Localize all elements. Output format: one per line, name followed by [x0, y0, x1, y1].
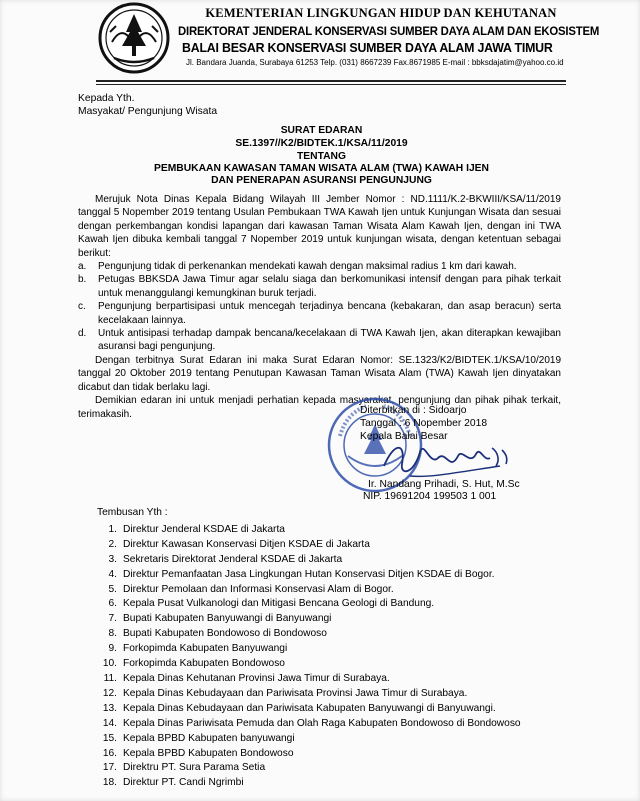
cc-item — [97, 747, 521, 762]
list-item-key: c. — [78, 301, 86, 313]
cc-item-number: 2. — [108, 538, 117, 550]
cc-item-number: 13. — [102, 702, 117, 714]
list-item-text: Pengunjung tidak di perkenankan mendekati kawah dengan maksimal radius 1 km dari kawah. — [98, 261, 517, 273]
cc-item — [97, 657, 521, 672]
closing-paragraph: Demikian edaran ini untuk menjadi perhatian kepada masyarakat, pengunjung dan pihak pihak terkait, terimakasih. — [78, 395, 561, 420]
cc-item — [97, 717, 521, 732]
cc-item — [97, 642, 521, 657]
cc-item — [97, 687, 521, 702]
document-number: SE.1397//K2/BIDTEK.1/KSA/11/2019 — [235, 138, 408, 149]
cc-item-text: Forkopimda Kabupaten Banyuwangi — [123, 643, 288, 655]
cc-item-number: 11. — [103, 672, 117, 684]
letterhead — [178, 6, 600, 67]
list-item-text: Pengunjung berpartisipasi untuk mencegah terjadinya bencana (kebakaran, dan asap beracun) serta kecelakaan lainnya. — [98, 301, 561, 326]
list-item — [78, 260, 561, 273]
document-title-line-2: DAN PENERAPAN ASURANSI PENGUNJUNG — [211, 175, 432, 186]
cc-item-text: Bupati Kabupaten Bondowoso di Bondowoso — [123, 628, 327, 640]
cc-label: Tembusan Yth : — [97, 507, 168, 518]
list-item-key: b. — [78, 274, 87, 286]
cc-item-number: 18. — [102, 777, 117, 789]
cc-item-text: Sekretaris Direktorat Jenderal KSDAE di Jakarta — [123, 553, 343, 565]
cc-item-number: 15. — [102, 732, 117, 744]
cc-item-number: 1. — [108, 523, 117, 535]
cc-item — [97, 761, 521, 776]
list-item-key: d. — [78, 328, 87, 340]
cc-item — [97, 553, 521, 568]
signatory-name: Ir. Nandang Prihadi, S. Hut, M.Sc — [368, 479, 520, 490]
cc-item-number: 3. — [108, 553, 117, 565]
ministry-name: KEMENTERIAN LINGKUNGAN HIDUP DAN KEHUTANAN — [205, 6, 557, 20]
cc-item-number: 5. — [108, 583, 117, 595]
kemenhut-logo-icon — [98, 2, 170, 74]
cc-item-text: Kepala Dinas Kebudayaan dan Pariwisata Kabupaten Banyuwangi di Banyuwangi. — [123, 702, 496, 714]
issued-date: Tanggal : 6 Nopember 2018 — [360, 418, 488, 429]
list-item — [78, 273, 561, 300]
cc-item-number: 6. — [108, 598, 117, 610]
cc-section — [97, 506, 521, 791]
signatory-nip: NIP. 19691204 199503 1 001 — [363, 491, 497, 502]
provisions-list — [78, 260, 561, 354]
cc-item-text: Kepala BPBD Kabupaten banyuwangi — [123, 732, 295, 744]
cc-item — [97, 538, 521, 553]
office-name: BALAI BESAR KONSERVASI SUMBER DAYA ALAM JAWA TIMUR — [182, 40, 553, 55]
cc-item — [97, 732, 521, 747]
cc-item-text: Direktur Kawasan Konservasi Ditjen KSDAE di Jakarta — [123, 538, 370, 550]
handwritten-signature-icon — [380, 436, 520, 482]
cc-item — [97, 672, 521, 687]
cc-item-text: Direktur Pemanfaatan Jasa Lingkungan Hutan Konservasi Ditjen KSDAE di Bogor. — [123, 568, 495, 580]
cc-item-text: Direktur Pemolaan dan Informasi Konservasi Alam di Bogor. — [123, 583, 394, 595]
cc-item-text: Kepala BPBD Kabupaten Bondowoso — [123, 747, 294, 759]
cc-item-number: 17. — [102, 762, 117, 774]
list-item-key: a. — [78, 261, 87, 273]
cc-item — [97, 583, 521, 598]
cc-item-number: 14. — [102, 717, 117, 729]
cc-list — [97, 523, 521, 791]
directorate-name: DIREKTORAT JENDERAL KONSERVASI SUMBER DAYA ALAM DAN EKOSISTEM — [178, 24, 600, 38]
list-item — [78, 300, 561, 327]
cc-item — [97, 702, 521, 717]
cc-item-number: 4. — [108, 568, 117, 580]
cc-item — [97, 597, 521, 612]
list-item-text: Untuk antisipasi terhadap dampak bencana/kecelakaan di TWA Kawah Ijen, akan diterapkan kewajiban asuransi bagi pengunjung. — [98, 328, 561, 353]
cc-item-number: 16. — [102, 747, 117, 759]
cc-item — [97, 568, 521, 583]
heading-about: TENTANG — [296, 151, 346, 162]
list-item — [78, 327, 561, 354]
cc-item-text: Kepala Dinas Pariwisata Pemuda dan Olah Raga Kabupaten Bondowoso di Bondowoso — [123, 717, 521, 729]
cc-item-text: Forkopimda Kabupaten Bondowoso — [123, 658, 285, 670]
cc-item-text: Bupati Kabupaten Banyuwangi di Banyuwangi — [123, 613, 332, 625]
recipient-line-2: Masyakat/ Pengunjung Wisata — [78, 106, 218, 117]
revocation-paragraph: Dengan terbitnya Surat Edaran ini maka Surat Edaran Nomor: SE.1323/K2/BIDTEK.1/KSA/10/2019 tanggal 20 Oktober 2019 tentang Penutupan Kawasan Taman Wisata Alam (TWA) Kawah Ijen dinyatakan dicabut dan tidak berlaku lagi. — [78, 354, 561, 393]
document-type: SURAT EDARAN — [280, 125, 363, 136]
intro-paragraph: Merujuk Nota Dinas Kepala Bidang Wilayah III Jember Nomor : ND.1111/K.2-BKWIII/KSA/11/2019 tanggal 5 Nopember 2019 tentang Usulan Pembukaan TWA Kawah Ijen untuk Kunjungan Wisata dan sesuai dengan perkembangan kondisi lapangan dari kawasan Taman Wisata Alam Kawah Ijen, dengan ini TWA Kawah Ijen dibuka kembali tanggal 7 Nopember 2019 untuk kunjungan wisata, dengan ketentuan sebagai berikut: — [78, 194, 561, 259]
cc-item-text: Direktur PT. Candi Ngrimbi — [123, 777, 244, 789]
list-item-text: Petugas BBKSDA Jawa Timur agar selalu siaga dan berkomunikasi intensif dengan para pihak terkait untuk menanggulangi kemungkinan buruk terjadi. — [98, 274, 561, 299]
cc-item-text: Direktur Jenderal KSDAE di Jakarta — [123, 523, 285, 535]
issued-at: Diterbitkan di : Sidoarjo — [360, 405, 467, 416]
cc-item-number: 7. — [108, 613, 117, 625]
letter-body — [78, 193, 561, 421]
document-title-line-1: PEMBUKAAN KAWASAN TAMAN WISATA ALAM (TWA) KAWAH IJEN — [153, 163, 489, 174]
cc-item-number: 9. — [108, 643, 117, 655]
cc-item — [97, 627, 521, 642]
cc-item — [97, 523, 521, 538]
letterhead-rule-thin — [96, 84, 566, 85]
cc-item — [97, 776, 521, 791]
signatory-position: Kepala Balai Besar — [360, 431, 448, 442]
cc-item-number: 12. — [102, 687, 117, 699]
cc-item-number: 8. — [108, 628, 117, 640]
cc-item-text: Kepala Dinas Kebudayaan dan Pariwisata Provinsi Jawa Timur di Surabaya. — [123, 687, 468, 699]
letterhead-rule-thick — [96, 80, 566, 82]
office-address: Jl. Bandara Juanda, Surabaya 61253 Telp. (031) 8667239 Fax.8671985 E-mail : bbksdajatim@yahoo.co.id — [186, 58, 564, 67]
cc-item — [97, 612, 521, 627]
cc-item-number: 10. — [102, 658, 117, 670]
cc-item-text: Kepala Dinas Kehutanan Provinsi Jawa Timur di Surabaya. — [123, 672, 390, 684]
cc-item-text: Direktru PT. Sura Parama Setia — [123, 762, 266, 774]
recipient-line-1: Kepada Yth. — [78, 93, 135, 104]
cc-item-text: Kepala Pusat Vulkanologi dan Mitigasi Bencana Geologi di Bandung. — [123, 598, 435, 610]
